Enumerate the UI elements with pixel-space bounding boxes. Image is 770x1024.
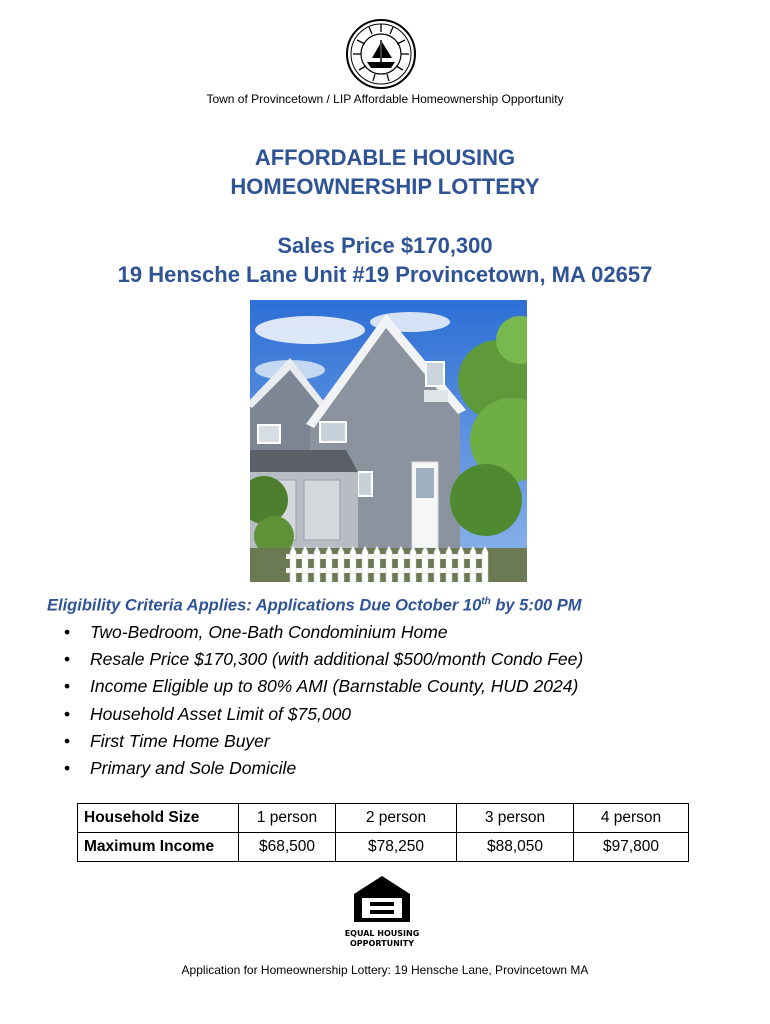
table-row-header: Household Size (78, 804, 239, 833)
table-cell: 2 person (336, 804, 457, 833)
bullet-glyph: • (64, 649, 71, 670)
bullet-glyph: • (64, 622, 71, 642)
header-subtitle: Town of Provincetown / LIP Affordable Homeownership Opportunity (206, 92, 564, 106)
page-title-line1: AFFORDABLE HOUSING (254, 145, 516, 170)
eho-line1: EQUAL HOUSING (344, 929, 420, 938)
eligibility-heading-tail: by 5:00 PM (490, 596, 582, 615)
table-cell: 1 person (239, 804, 336, 833)
bullet-glyph: • (64, 676, 71, 697)
list-item (64, 619, 583, 646)
eho-line2: OPPORTUNITY (349, 939, 415, 948)
eligibility-list (64, 619, 583, 782)
page-title-line2: HOMEOWNERSHIP LOTTERY (230, 174, 540, 199)
list-item-text: Primary and Sole Domicile (90, 758, 297, 779)
property-photo (250, 300, 527, 582)
list-item-text: Income Eligible up to 80% AMI (Barnstable County, HUD 2024) (90, 676, 579, 697)
table-cell: $78,250 (336, 833, 457, 862)
eligibility-heading-sup: th (481, 596, 491, 607)
table-cell: $88,050 (457, 833, 574, 862)
list-item (64, 701, 583, 728)
list-item (64, 755, 583, 782)
equal-housing-opportunity-logo (340, 874, 424, 952)
table-row (78, 833, 689, 862)
bullet-glyph: • (64, 730, 71, 751)
sales-price: Sales Price $170,300 (277, 233, 493, 258)
bullet-glyph: • (64, 703, 71, 724)
eligibility-heading-lead: Eligibility Criteria Applies: Applications Due October 10 (47, 596, 482, 615)
table-cell: 3 person (457, 804, 574, 833)
list-item (64, 728, 583, 755)
list-item-text: Household Asset Limit of $75,000 (90, 703, 352, 724)
income-limits-table (77, 803, 689, 862)
page-footer: Application for Homeownership Lottery: 19 Hensche Lane, Provincetown MA (181, 963, 589, 977)
table-row-header: Maximum Income (78, 833, 239, 862)
table-row (78, 804, 689, 833)
property-address: 19 Hensche Lane Unit #19 Provincetown, MA 02657 (117, 262, 653, 287)
list-item-text: First Time Home Buyer (90, 730, 270, 751)
list-item-text: Resale Price $170,300 (with additional $500/month Condo Fee) (90, 649, 584, 670)
eligibility-heading (47, 596, 582, 616)
table-cell: 4 person (574, 804, 689, 833)
town-seal-logo (345, 18, 417, 90)
list-item-text: Two-Bedroom, One-Bath Condominium Home (90, 622, 448, 642)
table-cell: $97,800 (574, 833, 689, 862)
table-cell: $68,500 (239, 833, 336, 862)
list-item (64, 673, 583, 700)
bullet-glyph: • (64, 758, 71, 779)
list-item (64, 646, 583, 673)
